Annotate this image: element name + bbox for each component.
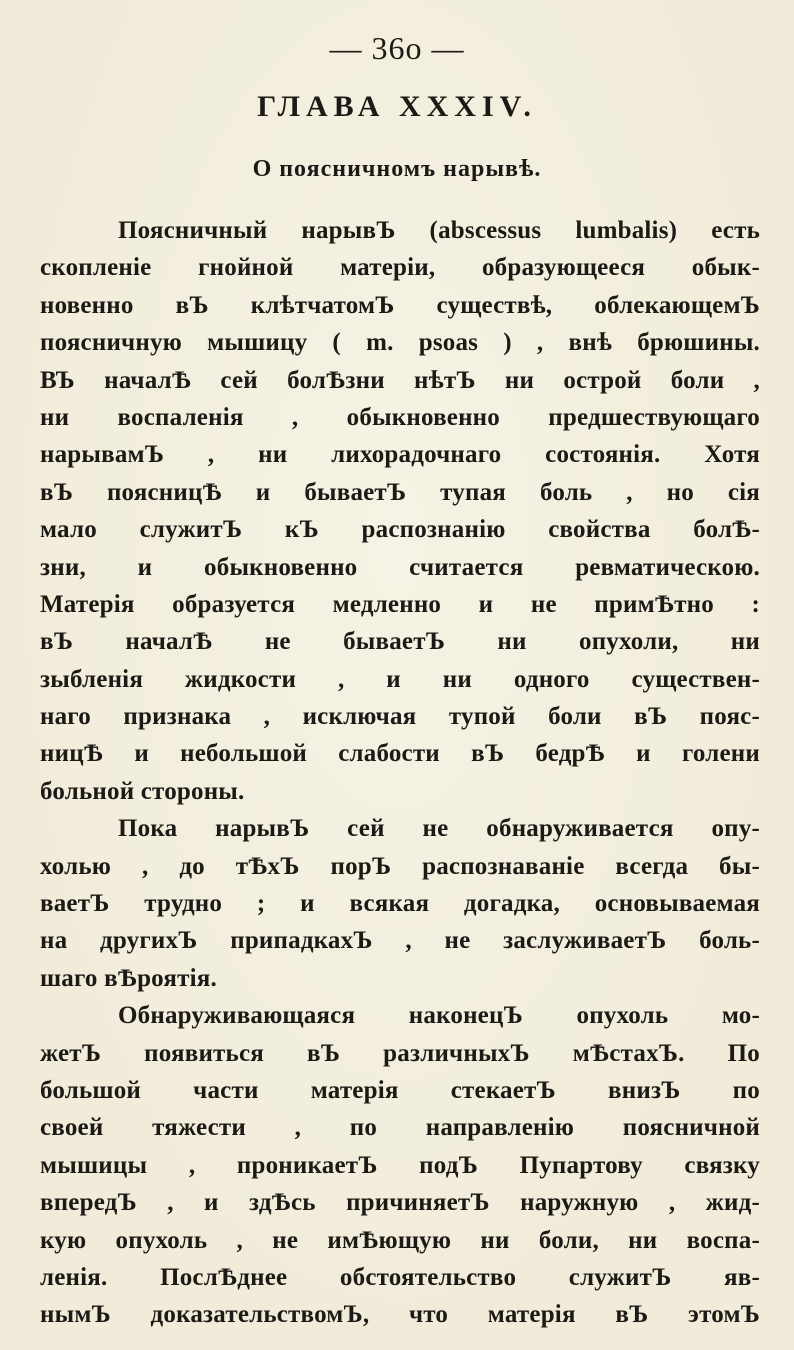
text-line: нымЪ доказательствомЪ, что матерія вЪ этомЪ bbox=[40, 1301, 760, 1329]
text-line: нарывамЪ , ни лихорадочнаго состоянія. Хотя bbox=[40, 441, 760, 469]
text-line: скопленіе гнойной матеріи, образующееся обык- bbox=[40, 254, 760, 282]
text-line: больной стороны. bbox=[40, 777, 245, 805]
text-line: своей тяжести , по направленію поясничной bbox=[40, 1114, 760, 1142]
text-line: ницѢ и небольшой слабости вЪ бедрѢ и голени bbox=[40, 740, 760, 768]
text-line: кую опухоль , не имѢющую ни боли, ни воспа- bbox=[40, 1226, 760, 1254]
text-line: шаго вѢроятія. bbox=[40, 964, 217, 992]
chapter-title: ГЛАВА XXXIV. bbox=[257, 90, 537, 123]
text-line: ни воспаленія , обыкновенно предшествующаго bbox=[40, 403, 760, 431]
text-line: мало служитЪ кЪ распознанію свойства болѢ- bbox=[40, 516, 760, 544]
text-line: впередЪ , и здѢсь причиняетЪ наружную , жид- bbox=[40, 1189, 760, 1217]
text-line: Матерія образуется медленно и не примѢтно : bbox=[40, 590, 760, 618]
text-line: зыбленія жидкости , и ни одного существен- bbox=[40, 665, 760, 693]
text-line: ВЪ началѢ сей болѢзни нѣтЪ ни острой боли , bbox=[40, 366, 760, 394]
text-line: на другихЪ припадкахЪ , не заслуживаетЪ боль- bbox=[40, 927, 760, 955]
text-line: поясничную мышицу ( m. psoas ) , внѣ брюшины. bbox=[40, 329, 760, 357]
text-line: вЪ поясницѢ и бываетЪ тупая боль , но сія bbox=[40, 478, 760, 506]
text-line: Обнаруживающаяся наконецЪ опухоль мо- bbox=[118, 1002, 760, 1030]
text-line: мышицы , проникаетЪ подЪ Пупартову связку bbox=[40, 1151, 760, 1179]
text-line: Поясничный нарывЪ (abscessus lumbalis) есть bbox=[118, 217, 760, 244]
page-number: — 36о — bbox=[329, 30, 465, 66]
text-line: жетЪ появиться вЪ различныхЪ мѢстахЪ. По bbox=[40, 1039, 760, 1067]
section-title: О поясничномъ нарывѣ. bbox=[252, 156, 542, 182]
text-line: большой части матерія стекаетЪ внизЪ по bbox=[40, 1076, 760, 1104]
text-line: ваетЪ трудно ; и всякая догадка, основываемая bbox=[40, 890, 760, 918]
text-line: холью , до тѢхЪ порЪ распознаваніе всегда бы- bbox=[40, 852, 760, 880]
text-line: зни, и обыкновенно считается ревматическою. bbox=[40, 553, 760, 581]
text-line: наго признака , исключая тупой боли вЪ пояс- bbox=[40, 703, 760, 731]
text-line: вЪ началѢ не бываетЪ ни опухоли, ни bbox=[40, 628, 760, 656]
text-line: ленія. ПослѢднее обстоятельство служитЪ яв- bbox=[40, 1263, 760, 1291]
text-line: новенно вЪ клѣтчатомЪ существѣ, облекающемЪ bbox=[40, 291, 760, 319]
text-line: Пока нарывЪ сей не обнаруживается опу- bbox=[118, 815, 760, 843]
body-text bbox=[40, 212, 760, 1334]
